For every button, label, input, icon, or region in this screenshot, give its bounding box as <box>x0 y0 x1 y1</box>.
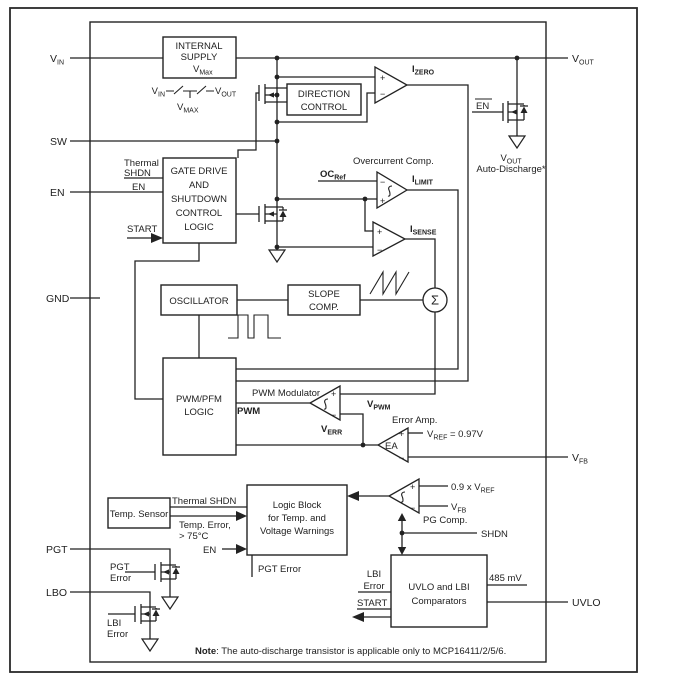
en-bar-label: EN <box>476 101 490 112</box>
lbi-error-uvlo-label: LBI <box>366 569 382 580</box>
isense-label: $I_{SENSE}$ <box>410 224 437 237</box>
plus-sign: + <box>380 73 386 83</box>
pwm-pfm-label2: LOGIC <box>184 407 214 418</box>
minus-sign: − <box>410 503 416 513</box>
ground-icon <box>509 136 525 148</box>
slope-comp-label2: COMP. <box>309 302 339 313</box>
body-diode-icon <box>280 211 287 218</box>
vout-autodischarge-label2: Auto-Discharge* <box>476 164 546 175</box>
internal-supply-label: INTERNAL <box>175 41 223 52</box>
wire-isense-out <box>405 239 435 288</box>
gate-drive-label2: AND <box>188 180 210 191</box>
pin-vin: $V_{IN}$ <box>50 53 65 67</box>
sawtooth-waveform-icon <box>370 272 409 294</box>
wire-sigma-vpwm <box>340 312 435 394</box>
logic-block-label2: for Temp. and <box>268 513 326 524</box>
pin-sw: SW <box>50 136 67 148</box>
logic-block-label3: Voltage Warnings <box>259 526 335 537</box>
plus-sign: + <box>380 196 386 206</box>
overcurrent-comp-label: Overcurrent Comp. <box>353 156 434 167</box>
down-arrow-icon <box>398 547 406 555</box>
plus-sign: + <box>331 389 337 399</box>
direction-control-label: DIRECTION <box>297 89 351 100</box>
thermal-label: Thermal <box>124 158 159 169</box>
auto-discharge-fet <box>503 101 528 123</box>
pg-comp-arrow-icon <box>347 491 359 501</box>
wire-pgt-pin <box>70 549 170 558</box>
start-gate-label: START <box>127 224 158 235</box>
sigma-symbol: Σ <box>430 292 440 308</box>
pin-gnd: GND <box>46 293 70 305</box>
pgt-error-stub-label: PGT Error <box>258 564 302 575</box>
wire-isense-plus <box>365 199 373 231</box>
thermal-shdn2-label: Thermal SHDN <box>172 496 237 507</box>
ocref-label: $OC_{Ref}$ <box>320 169 346 182</box>
pin-vfb: $V_{FB}$ <box>572 452 588 466</box>
vref-label: $V_{REF} = 0.97V$ <box>427 429 483 442</box>
plus-sign: + <box>410 482 416 492</box>
pwm-modulator-label: PWM Modulator <box>252 388 321 399</box>
plus-sign: + <box>377 227 383 237</box>
minus-sign: − <box>380 89 386 99</box>
pwm-pfm-label: PWM/PFM <box>176 394 222 405</box>
internal-supply-label2: SUPPLY <box>180 52 218 63</box>
switch-vin-label: $V_{IN}$ <box>151 86 165 99</box>
low-side-fet <box>259 204 287 224</box>
wire-lbo-pin <box>70 592 150 600</box>
gate-drive-label5: LOGIC <box>184 222 214 233</box>
vfb-pg-label: $V_{FB}$ <box>451 502 467 515</box>
switch-vmax-label: $V_{MAX}$ <box>177 102 199 115</box>
minus-sign: − <box>399 453 405 463</box>
vpwm-label: $V_{PWM}$ <box>367 399 391 412</box>
pgt-error-label: PGT <box>110 562 130 573</box>
vref09-label: 0.9 x $V_{REF}$ <box>451 482 495 495</box>
body-diode-icon <box>153 610 160 617</box>
temp-error-arrow-icon <box>236 511 247 521</box>
ground-icon <box>269 250 285 262</box>
pg-comp-label: PG Comp. <box>423 515 468 526</box>
verr-label: $V_{ERR}$ <box>321 424 343 437</box>
ground-icon <box>142 639 158 651</box>
temp-error-label: Temp. Error, <box>179 520 231 531</box>
pin-vout: $V_{OUT}$ <box>572 53 594 67</box>
pin-uvlo: UVLO <box>572 597 601 609</box>
slope-comp-label: SLOPE <box>308 289 340 300</box>
minus-sign: − <box>331 410 337 420</box>
gate-drive-label4: CONTROL <box>175 208 223 219</box>
en-gate-label: EN <box>132 182 146 193</box>
logic-block-label: Logic Block <box>272 500 322 511</box>
up-arrow-icon <box>398 513 406 521</box>
izero-label: $I_{ZERO}$ <box>412 64 435 77</box>
pwm-label: PWM <box>237 406 261 417</box>
high-side-fet <box>259 84 287 104</box>
vmax-switch-symbol <box>166 86 214 98</box>
en-arrow-icon <box>236 544 247 554</box>
ground-icon <box>162 597 178 609</box>
thermal-shdn-label: SHDN <box>124 168 151 179</box>
oscillator-label: OSCILLATOR <box>169 296 229 307</box>
temp-sensor-label: Temp. Sensor <box>109 509 169 520</box>
pgt-error-fet <box>125 558 180 597</box>
vout-autodischarge-label: $V_{OUT}$ <box>500 153 522 166</box>
en-logic-label: EN <box>203 545 217 556</box>
uvlo-block-label: UVLO and LBI <box>408 582 470 593</box>
pgt-error-label2: Error <box>110 573 132 584</box>
lbi-error-label: LBI <box>107 618 122 629</box>
start-uvlo-label: START <box>357 598 388 609</box>
gate-drive-label3: SHUTDOWN <box>171 194 227 205</box>
uvlo-block-label2: Comparators <box>411 596 467 607</box>
body-diode-icon <box>521 107 528 114</box>
pin-pgt: PGT <box>46 544 68 556</box>
wire-hs-gate <box>238 93 259 158</box>
gate-drive-label: GATE DRIVE <box>170 166 228 177</box>
wire-pwmmod-minus <box>340 414 363 445</box>
error-amp-label: Error Amp. <box>392 415 438 426</box>
shdn-label: SHDN <box>481 529 508 540</box>
body-diode-icon <box>173 568 180 575</box>
minus-sign: − <box>380 177 386 187</box>
lbi-error-uvlo-label2: Error <box>363 581 385 592</box>
wire-ilimit-out <box>236 190 458 369</box>
switch-vout-label: $V_{OUT}$ <box>215 86 237 99</box>
start-out-arrow-icon <box>352 612 364 622</box>
clock-waveform-icon <box>228 315 281 338</box>
485mv-label: 485 mV <box>489 573 522 584</box>
temp-error-label2: > 75°C <box>179 531 209 542</box>
pin-en: EN <box>50 187 65 199</box>
pin-lbo: LBO <box>46 587 68 599</box>
internal-supply-vmax: $V_{Max}$ <box>193 64 213 77</box>
lbi-error-label2: Error <box>107 629 129 640</box>
plus-sign: + <box>399 429 405 439</box>
direction-control-label2: CONTROL <box>300 102 348 113</box>
ea-label: EA <box>385 441 398 452</box>
ilimit-label: $I_{LIMIT}$ <box>412 174 433 187</box>
minus-sign: − <box>377 245 383 255</box>
footnote: Note: The auto-discharge transistor is applicable only to MCP16411/2/5/6. <box>195 646 507 657</box>
